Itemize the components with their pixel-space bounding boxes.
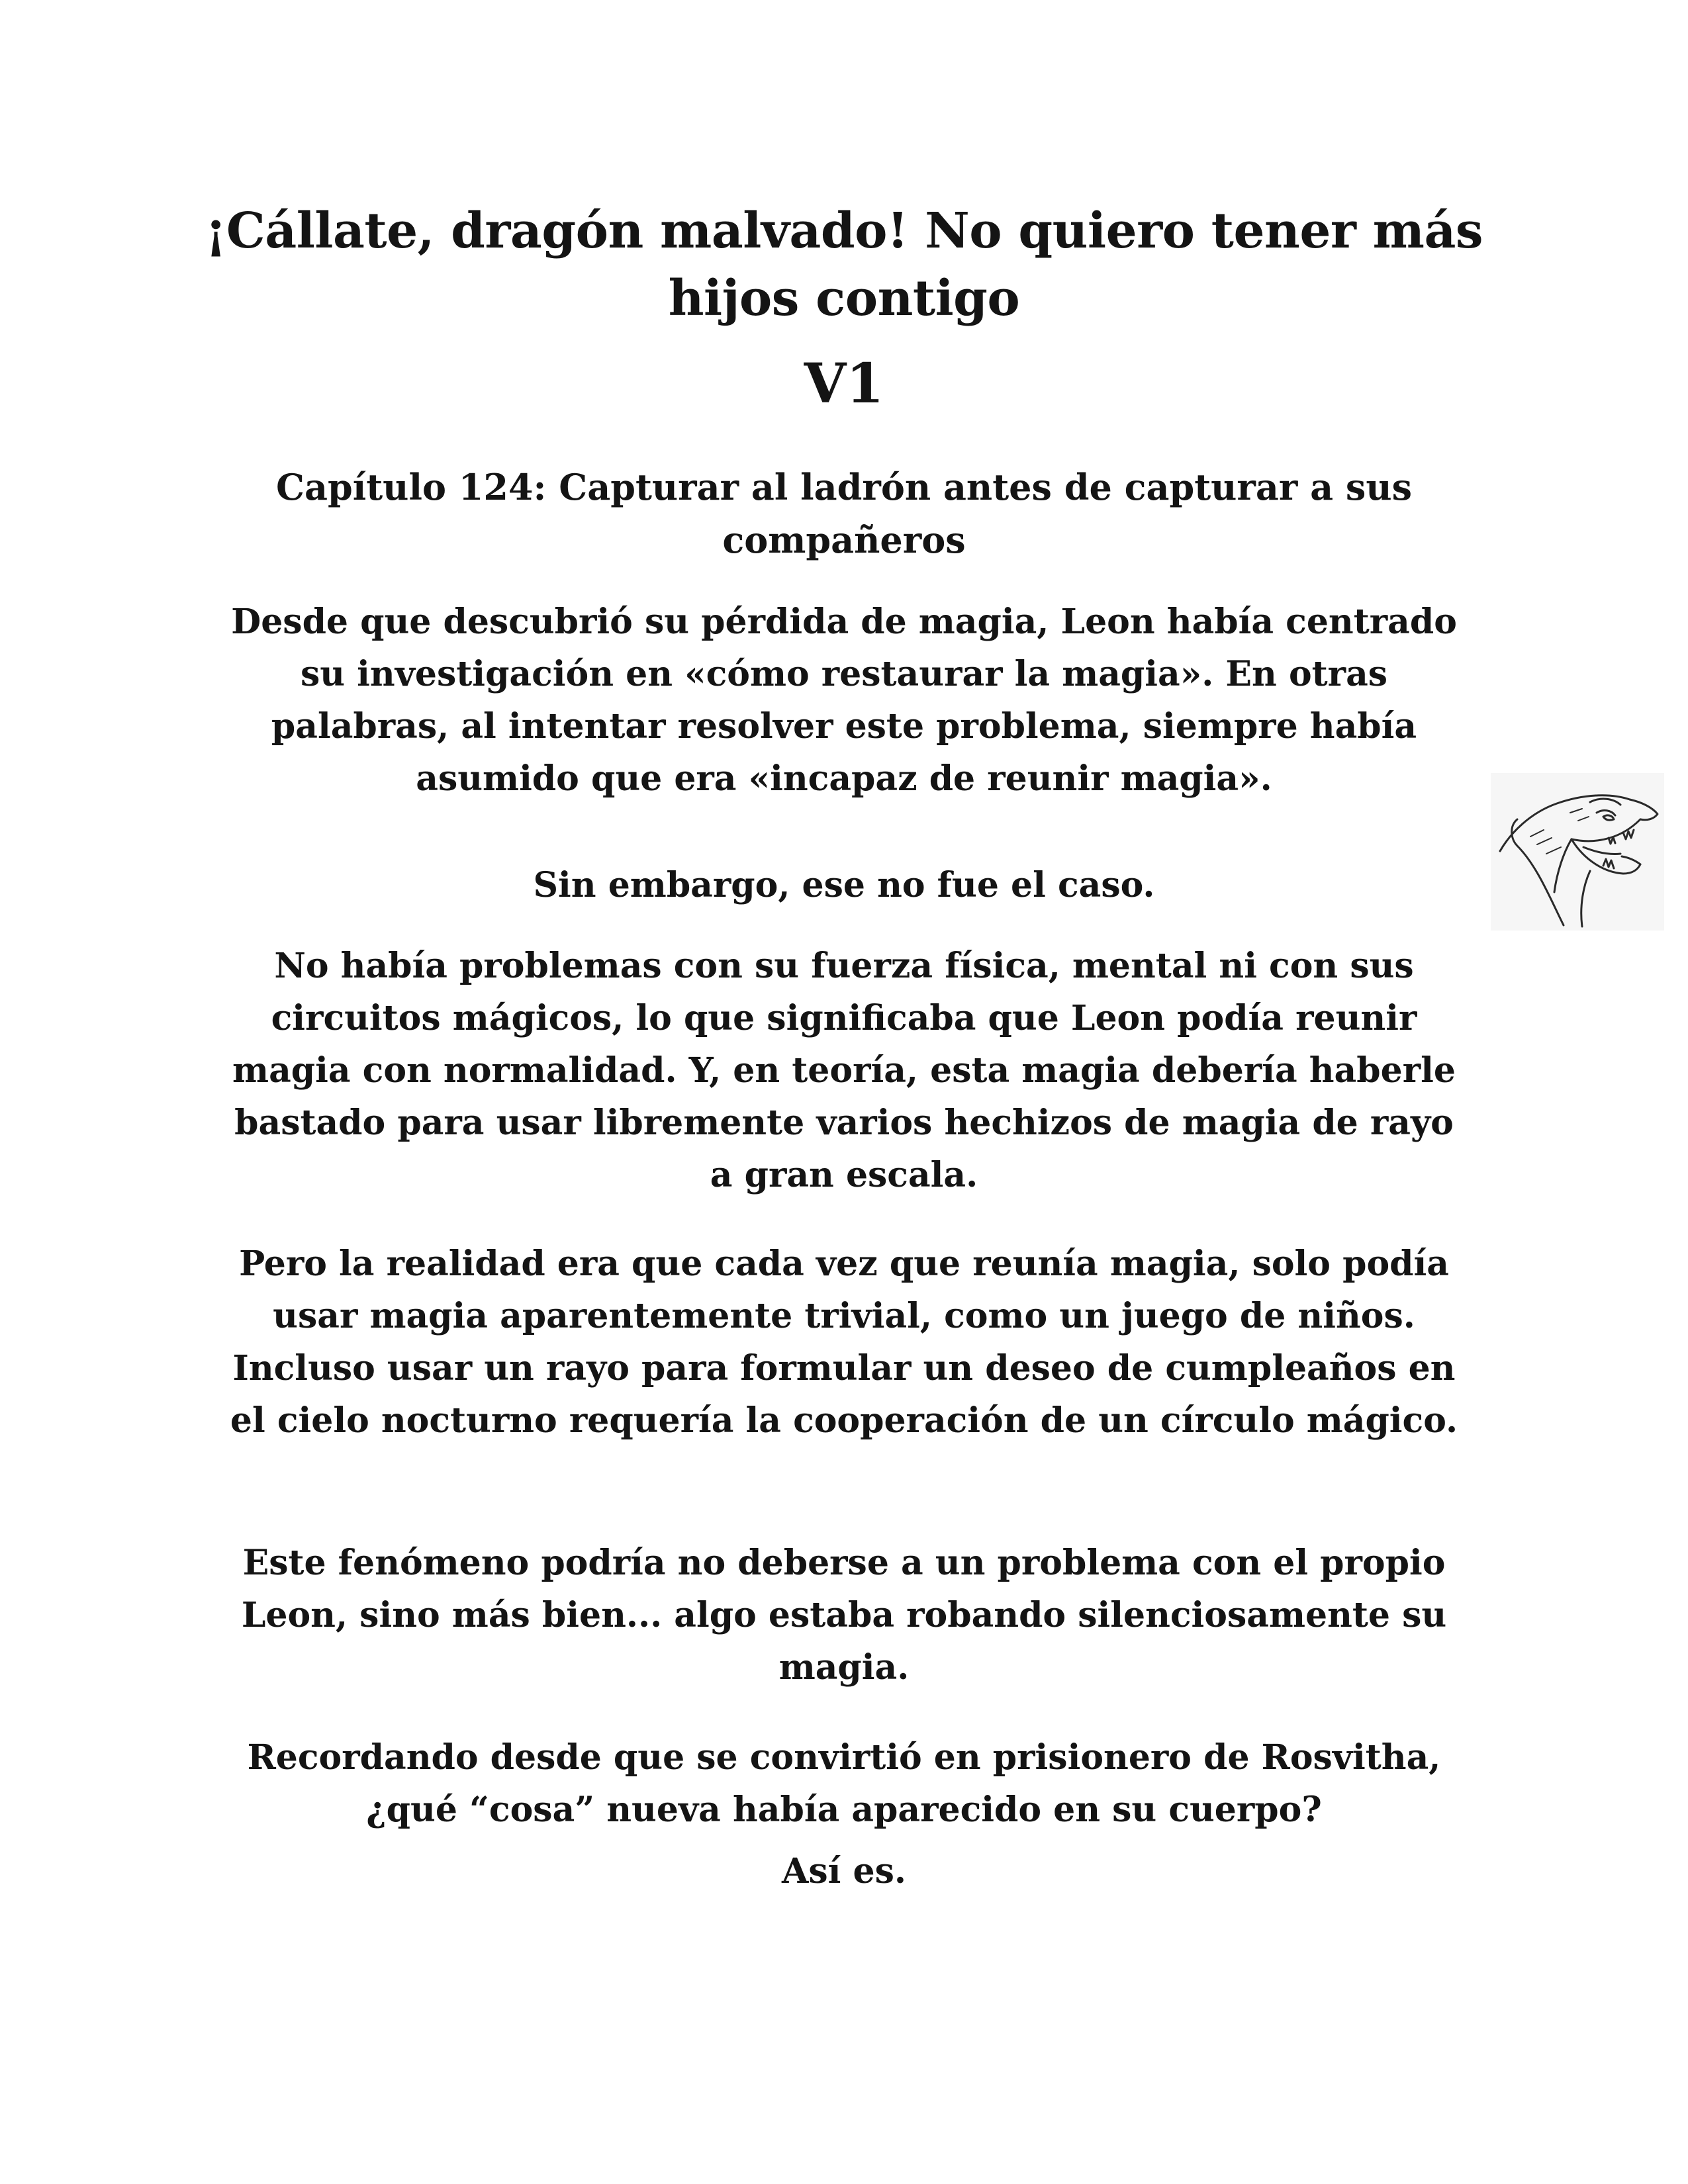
- chapter-heading: Capítulo 124: Capturar al ladrón antes de capturar a sus compañeros: [276, 466, 1412, 561]
- paragraph-5: Este fenómeno podría no deberse a un problema con el propio Leon, sino más bien... algo estaba robando silenciosamente su magia.: [241, 1543, 1447, 1688]
- dinosaur-head-sketch-icon: [1491, 773, 1664, 931]
- paragraph-4: Pero la realidad era que cada vez que reunía magia, solo podía usar magia aparentemente trivial, como un juego de niños. Incluso usar un rayo para formular un deseo de cumpleaños en el cielo nocturno requería la cooperación de un círculo mágico.: [230, 1244, 1458, 1441]
- book-title: ¡Cállate, dragón malvado! No quiero tener más hijos contigo: [205, 203, 1483, 327]
- paragraph-1: Desde que descubrió su pérdida de magia, Leon había centrado su investigación en «cómo restaurar la magia». En otras palabras, al intentar resolver este problema, siempre había asumido que era «incapaz de reunir magia».: [231, 602, 1457, 799]
- paragraph-7: Así es.: [782, 1851, 906, 1891]
- paragraph-3: No había problemas con su fuerza física, mental ni con sus circuitos mágicos, lo que significaba que Leon podía reunir magia con normalidad. Y, en teoría, esta magia debería haberle bastado para usar libremente varios hechizos de magia de rayo a gran escala.: [232, 946, 1456, 1195]
- volume-label: V1: [804, 352, 884, 416]
- paragraph-2: Sin embargo, ese no fue el caso.: [533, 865, 1155, 905]
- paragraph-6: Recordando desde que se convirtió en prisionero de Rosvitha, ¿qué “cosa” nueva había aparecido en su cuerpo?: [247, 1737, 1441, 1830]
